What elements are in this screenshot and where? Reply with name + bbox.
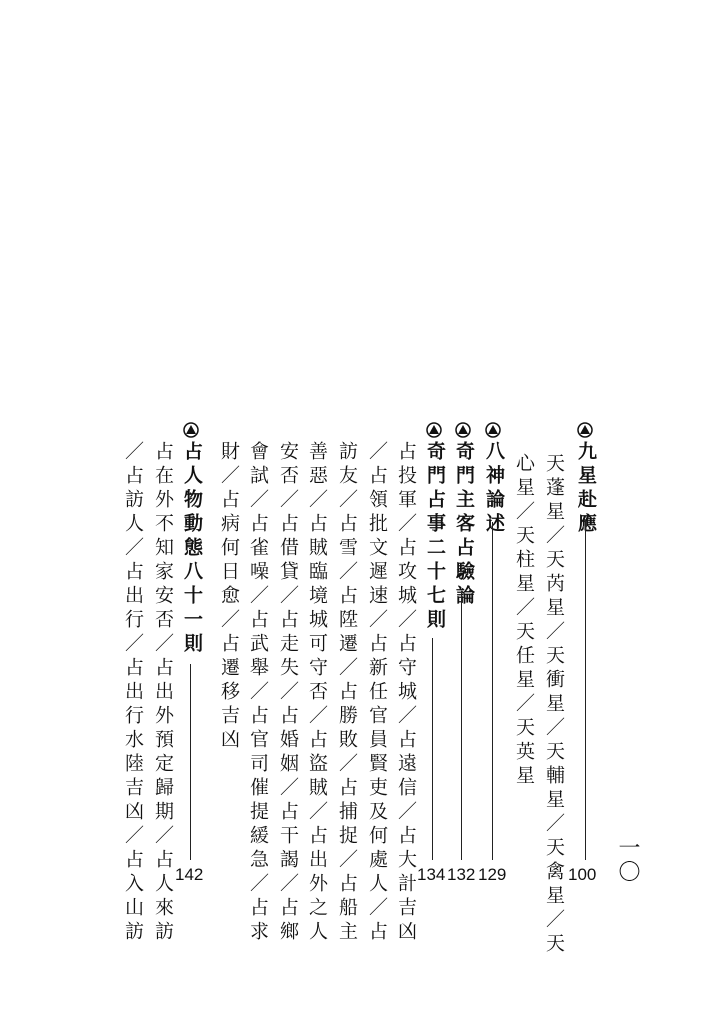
leader-line [492,522,493,860]
toc-entry-title: 奇門主客占驗論 [453,441,475,609]
toc-entry-title: 奇門占事二十七則 [424,441,446,633]
toc-page-number: 129 [478,865,507,884]
triangle-in-circle-icon [577,422,593,438]
page-number: 一〇 [615,836,640,884]
leader-line [585,520,586,860]
toc-entry-detail: 財／占病何日愈／占遷移吉凶 [218,441,240,753]
toc-entry-detail: 善惡／占賊臨境城可守否／占盜賊／占出外之人 [306,441,328,945]
triangle-in-circle-icon [485,422,501,438]
toc-entry-detail: 占投軍／占攻城／占守城／占遠信／占大計吉凶 [395,441,417,945]
leader-line [190,664,191,860]
toc-page-number: 100 [568,865,597,884]
triangle-in-circle-icon [455,422,471,438]
toc-entry-detail: 心星／天柱星／天任星／天英星 [513,453,535,789]
toc-entry-detail: 會試／占雀噪／占武舉／占官司催提緩急／占求 [247,441,269,945]
toc-entry-title: 占人物動態八十一則 [181,441,203,657]
toc-entry-detail: 安否／占借貸／占走失／占婚姻／占干謁／占鄉 [277,441,299,945]
triangle-in-circle-icon [426,422,442,438]
toc-entry-title: 八神論述 [483,441,505,537]
triangle-in-circle-icon [183,422,199,438]
toc-entry-detail: 訪友／占雪／占陞遷／占勝敗／占捕捉／占船主 [336,441,358,945]
toc-entry-detail: ／占領批文遲速／占新任官員賢吏及何處人／占 [366,441,388,945]
leader-line [461,593,462,860]
toc-entry-title: 九星赴應 [575,441,597,537]
toc-page-number: 142 [175,865,204,884]
toc-entry-detail: 天蓬星／天芮星／天衝星／天輔星／天禽星／天 [543,453,565,957]
toc-page-number: 134 [417,865,446,884]
leader-line [432,638,433,860]
toc-entry-detail: ／占訪人／占出行／占出行水陸吉凶／占入山訪 [122,441,144,945]
toc-entry-detail: 占在外不知家安否／占出外預定歸期／占人來訪 [152,441,174,945]
toc-page-number: 132 [447,865,476,884]
